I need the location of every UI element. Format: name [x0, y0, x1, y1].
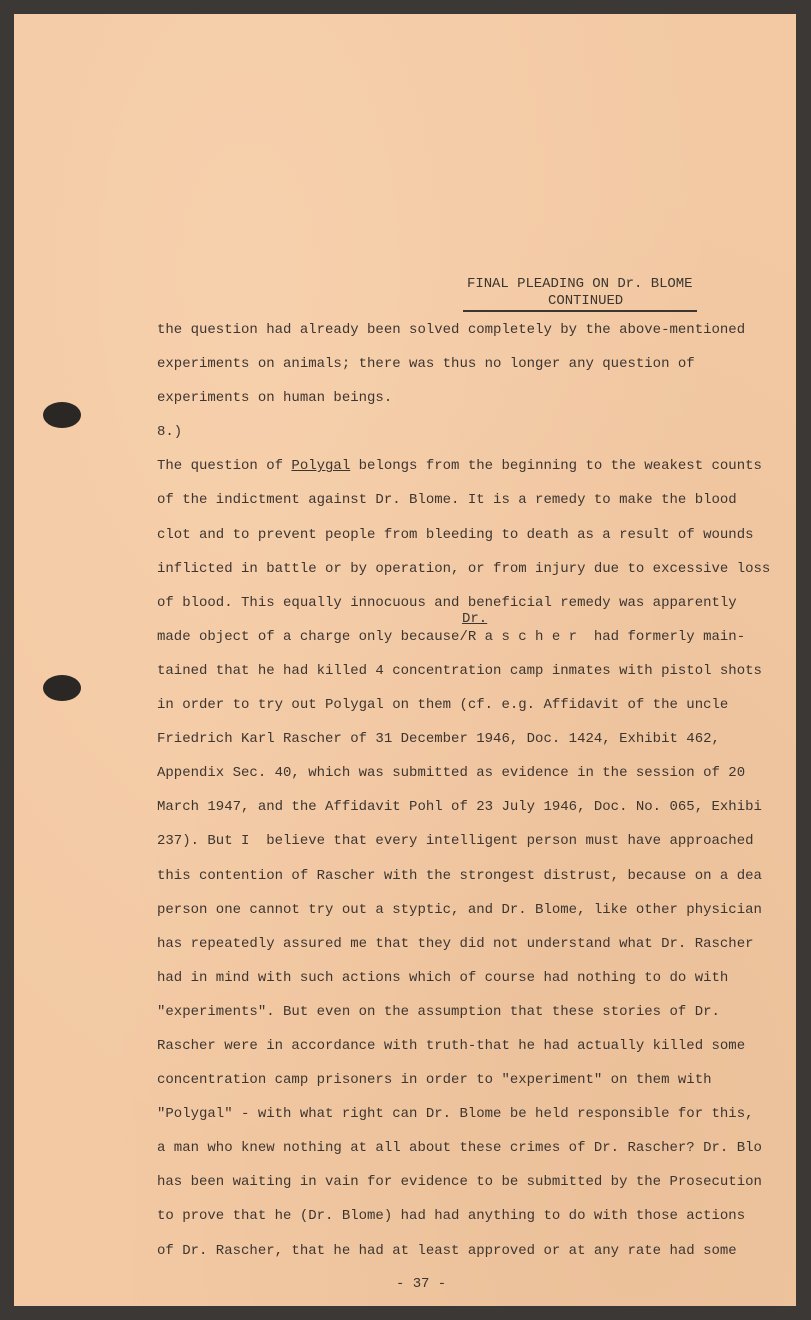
header-underline: [463, 310, 697, 312]
text-line: has repeatedly assured me that they did not understand what Dr. Rascher: [157, 935, 754, 952]
text-line: the question had already been solved completely by the above-mentioned: [157, 322, 746, 338]
text-line: of the indictment against Dr. Blome. It is a remedy to make the blood: [157, 492, 737, 509]
text-line: March 1947, and the Affidavit Pohl of 23 July 1946, Doc. No. 065, Exhibi: [157, 799, 762, 816]
text-line: [157, 456, 770, 490]
handwritten-insertion: Dr.: [462, 610, 488, 627]
text-line: inflicted in battle or by operation, or from injury due to excessive loss: [157, 560, 771, 577]
text-line: 237). But I believe that every intelligent person must have approached: [157, 833, 754, 850]
text-line: person one cannot try out a styptic, and Dr. Blome, like other physician: [157, 901, 762, 918]
document-header-title: FINAL PLEADING ON Dr. BLOME: [467, 276, 693, 292]
underlined-term: Polygal: [291, 458, 351, 475]
document-body: [157, 320, 770, 1275]
text-segment: belongs from the beginning to the weakest counts: [350, 458, 762, 475]
text-line: has been waiting in vain for evidence to be submitted by the Prosecution: [157, 1174, 762, 1191]
text-line: experiments on animals; there was thus no longer any question of: [157, 356, 695, 373]
punch-hole: [43, 675, 81, 701]
text-line: Friedrich Karl Rascher of 31 December 1946, Doc. 1424, Exhibit 462,: [157, 731, 720, 748]
text-line: concentration camp prisoners in order to "experiment" on them with: [157, 1072, 712, 1089]
text-line: to prove that he (Dr. Blome) had had anything to do with those actions: [157, 1208, 746, 1225]
text-line: in order to try out Polygal on them (cf. e.g. Affidavit of the uncle: [157, 697, 729, 714]
text-line: had in mind with such actions which of course had nothing to do with: [157, 969, 729, 986]
text-line: a man who knew nothing at all about these crimes of Dr. Rascher? Dr. Blo: [157, 1140, 762, 1157]
text-line: clot and to prevent people from bleeding to death as a result of wounds: [157, 526, 754, 543]
text-segment: made object of a charge only because/R a s c h e r had formerly main-: [157, 628, 746, 645]
section-number: 8.): [157, 424, 183, 441]
text-line: Appendix Sec. 40, which was submitted as evidence in the session of 20: [157, 765, 746, 782]
text-line: of blood. This equally innocuous and beneficial remedy was apparently: [157, 594, 737, 611]
text-line: "Polygal" - with what right can Dr. Blome be held responsible for this,: [157, 1106, 754, 1123]
text-line: this contention of Rascher with the strongest distrust, because on a dea: [157, 867, 762, 884]
text-line: Rascher were in accordance with truth-that he had actually killed some: [157, 1037, 746, 1054]
text-segment: The question of: [157, 458, 292, 475]
text-line: "experiments". But even on the assumption that these stories of Dr.: [157, 1003, 720, 1020]
text-line: of Dr. Rascher, that he had at least approved or at any rate had some: [157, 1242, 737, 1259]
text-line: experiments on human beings.: [157, 390, 393, 407]
punch-hole: [43, 402, 81, 428]
text-line: tained that he had killed 4 concentration camp inmates with pistol shots: [157, 662, 762, 679]
document-header-subtitle: CONTINUED: [548, 293, 624, 309]
text-line: [157, 610, 770, 661]
page-number: - 37 -: [396, 1276, 447, 1292]
